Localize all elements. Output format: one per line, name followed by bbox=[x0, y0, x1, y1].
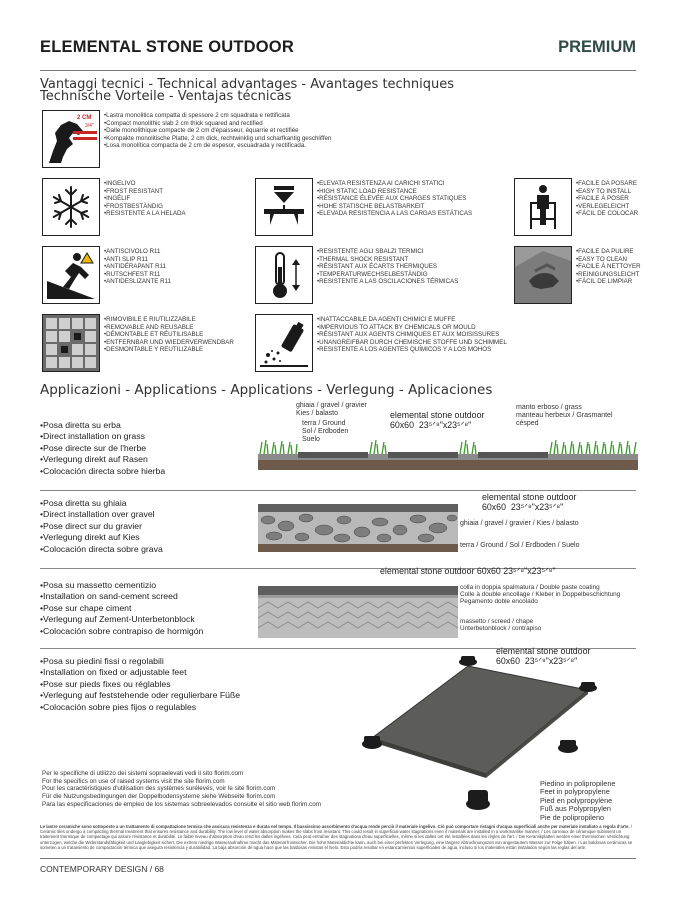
list-item: • Compact monolithic slab 2 cm thick squared and rectified bbox=[104, 120, 404, 128]
grass-list bbox=[40, 420, 250, 477]
list-item: • Colocación sobre contrapiso de hormigón bbox=[40, 626, 260, 637]
screed-product-label: elemental stone outdoor 60x60 23⁵ᐟ⁸"x23⁵ᐟ⁸" bbox=[380, 566, 556, 576]
clean-list bbox=[576, 248, 676, 286]
slip-person-icon bbox=[42, 246, 100, 304]
list-item: • INGÉLIF bbox=[104, 195, 244, 203]
list-item: • ANTI SLIP R11 bbox=[104, 256, 244, 264]
list-item: • Kompakte monolitische Platte, 2 cm dick, rechtwinklig und scharfkantig geschliffen bbox=[104, 135, 404, 143]
list-item: • Verlegung direkt auf Rasen bbox=[40, 454, 250, 465]
list-item: • RÉSISTANT AUX AGENTS CHIMIQUES ET AUX MOISISSURES bbox=[317, 331, 517, 339]
list-item: • Direct installation over gravel bbox=[40, 509, 250, 520]
slab-frac-label: 3/4" bbox=[85, 123, 94, 129]
applications-title: Applicazioni - Applications - Applications - Verlegung - Aplicaciones bbox=[40, 382, 493, 398]
list-item: • TEMPERATURWECHSELBESTÄNDIG bbox=[317, 271, 507, 279]
list-item: • HOHE STATISCHE BELASTBARKEIT bbox=[317, 203, 507, 211]
slab-list bbox=[104, 112, 404, 150]
list-item: • FÁCIL DE LIMPIAR bbox=[576, 278, 676, 286]
list-item: • RIMOVIBILE E RIUTILIZZABILE bbox=[104, 316, 254, 324]
list-item: • Pose directe sur de l'herbe bbox=[40, 443, 250, 454]
page-title: ELEMENTAL STONE OUTDOOR bbox=[40, 38, 294, 56]
chemical-spray-icon bbox=[255, 314, 313, 372]
footer-divider bbox=[40, 858, 636, 859]
list-item: • RESISTENTE A LOS AGENTES QUÍMICOS Y A LOS MOHOS bbox=[317, 346, 517, 354]
grass-diagram bbox=[258, 436, 638, 472]
gravel-label: ghiaia / gravel / gravier Kies / balasto bbox=[296, 402, 367, 417]
thermal-list bbox=[317, 248, 507, 286]
list-item: • FACILE DA PULIRE bbox=[576, 248, 676, 256]
list-item: • ELEVADA RESISTENCIA A LAS CARGAS ESTÁTICAS bbox=[317, 210, 507, 218]
list-item: • REINIGUNGSLEICHT bbox=[576, 271, 676, 279]
thermometer-icon bbox=[255, 246, 313, 304]
screed-diagram bbox=[258, 586, 458, 638]
header-divider bbox=[40, 70, 636, 71]
list-item: • VERLEGELEICHT bbox=[576, 203, 676, 211]
list-item: • Dalle monolithique compacte de 2 cm d'épaisseur, équarrie et rectifiée bbox=[104, 127, 404, 135]
turf-label: manto erboso / grass manteau herbeux / Grasmantel césped bbox=[516, 404, 613, 427]
soil-label: terra / Ground Sol / Erdboden Suelo bbox=[302, 420, 349, 443]
list-item: • FACILE DA POSARE bbox=[576, 180, 676, 188]
raised-notes: Per le specifiche di utilizzo dei sistemi sopraelevati vedi il sito florim.com For the specifics on use of raised systems visit the site florim.com Pour les caractéristiques d'utilisation des systèmes surélevés, voir le site florim.com Für die Nutzungsbedingungen der Doppelbodensysteme siehe Webseite florim.com Para las especificaciones de empleo de los sistemas sobreelevados consulte el sitio web florim.com bbox=[42, 770, 321, 808]
grass-product-label: elemental stone outdoor 60x60 23⁵ᐟ⁸"x23⁵ᐟ⁸" bbox=[390, 410, 485, 430]
list-item: • FÁCIL DE COLOCAR bbox=[576, 210, 676, 218]
list-item: • Colocación sobre pies fijos o regulables bbox=[40, 702, 270, 713]
screed-list bbox=[40, 580, 260, 637]
removable-tiles-icon bbox=[42, 314, 100, 372]
list-item: • FROSTBESTÄNDIG bbox=[104, 203, 244, 211]
list-item: • Posa diretta su erba bbox=[40, 420, 250, 431]
list-item: • UNANGREIFBAR DURCH CHEMISCHE STOFFE UND SCHIMMEL bbox=[317, 339, 517, 347]
load-list bbox=[317, 180, 507, 218]
list-item: • Posa su massetto cementizio bbox=[40, 580, 260, 591]
reuse-list bbox=[104, 316, 254, 354]
slab-size-label: 2 CM bbox=[77, 115, 92, 121]
list-item: • RÉSISTANCE ÉLEVÉE AUX CHARGES STATIQUES bbox=[317, 195, 507, 203]
list-item: • RESISTENTE A LA HELADA bbox=[104, 210, 244, 218]
frost-list bbox=[104, 180, 244, 218]
snowflake-icon bbox=[42, 178, 100, 236]
list-item: • Verlegung auf Zement-Unterbetonblock bbox=[40, 614, 260, 625]
list-item: • DÉMONTABLE ET RÉUTILISABLE bbox=[104, 331, 254, 339]
gravel-layer-label: ghiaia / gravel / gravier / Kies / balasto bbox=[460, 520, 579, 527]
list-item: • ELEVATA RESISTENZA AI CARICHI STATICI bbox=[317, 180, 507, 188]
list-item: • REMOVABLE AND REUSABLE bbox=[104, 324, 254, 332]
load-icon bbox=[255, 178, 313, 236]
slip-list bbox=[104, 248, 244, 286]
screed-label: massetto / screed / chape Unterbetonblock / contrapiso bbox=[460, 618, 542, 633]
list-item: • EASY TO CLEAN bbox=[576, 256, 676, 264]
list-item: • INGELIVO bbox=[104, 180, 244, 188]
technical-footnote: Le lastre ceramiche sono sottoposte a un trattamento di compattazione termica che assicura resistenza e durata nel tempo. Il bassissimo assorbimento d'acqua rende perciò il materiale ingelivo. Ciò può comportare ristagni d'acqua superficiali anche per materiale installato a regola d'arte. / Ceramic tiles undergo a compacting thermal treatment that ensures resistance and durability. The low level of water absorption makes the slabs frost resistant. This could result in superficial water stagnations even if materials are installed in a workmanlike manner. / Les carreaux de céramique subissent un traitement thermique de compactage qui assure résistance et durabilité. Le faible niveau d'absorption d'eau rend les dalles ingélives. Cela peut entraîner des stagnations d'eau superficielles, même si les dalles ont été installées dans les règles de l'art. / Die Keramikplatten werden einer thermischen Verdichtung unterzogen, welche die Widerstandsfähigkeit und Langlebigkeit sichert. Die extrem niedrige Wasseraufnahme macht das Material frostsicher. Die hohe Materialdichte kann, auch bei einer perfekten Verlegung, eine längere Abtrocknungszeit von angestautem Wasser zur Folge haben. / Las baldosas cerámicas se someten a un tratamiento de compactación térmica que asegura resistencia y durabilidad. La baja absorción de agua hace que las baldosas resistan el hielo. Esto podría resultar en estancamientos superficiales de agua, incluso si los materiales están instalados según las reglas del arte. bbox=[40, 824, 633, 850]
list-item: • FACILE À POSER bbox=[576, 195, 676, 203]
divider bbox=[40, 490, 636, 491]
gravel-diagram bbox=[258, 504, 458, 552]
list-item: • ANTIDESLIZANTE R11 bbox=[104, 278, 244, 286]
list-item: • IMPERVIOUS TO ATTACK BY CHEMICALS OR MOULD bbox=[317, 324, 517, 332]
list-item: • DESMONTABLE Y REUTILIZABLE bbox=[104, 346, 254, 354]
list-item: • Installation on fixed or adjustable feet bbox=[40, 667, 270, 678]
list-item: • Colocación directa sobre grava bbox=[40, 544, 250, 555]
premium-badge: PREMIUM bbox=[558, 38, 636, 56]
list-item: • RÉSISTANT AUX ÉCARTS THERMIQUES bbox=[317, 263, 507, 271]
list-item: • INATTACCABILE DA AGENTI CHIMICI E MUFFE bbox=[317, 316, 517, 324]
list-item: • Installation on sand-cement screed bbox=[40, 591, 260, 602]
gravel-list bbox=[40, 498, 250, 555]
list-item: • Verlegung auf feststehende oder regulierbare Füße bbox=[40, 690, 270, 701]
list-item: • FROST RESISTANT bbox=[104, 188, 244, 196]
list-item: • ENTFERNBAR UND WIEDERVERWENDBAR bbox=[104, 339, 254, 347]
tech-title-line1: Vantaggi tecnici - Technical advantages - Avantages techniques bbox=[40, 77, 455, 92]
slab-thickness-icon bbox=[42, 110, 100, 168]
page-footer: CONTEMPORARY DESIGN / 68 bbox=[40, 864, 164, 874]
list-item: • Verlegung direkt auf Kies bbox=[40, 532, 250, 543]
feet-label: Piedino in polipropilene Feet in polypropylene Pied en polypropylène Fuß aus Polypropylen Pie de polipropileno bbox=[540, 779, 616, 822]
list-item: • Posa su piedini fissi o regolabili bbox=[40, 656, 270, 667]
list-item: • RESISTENTE A LAS OSCILACIONES TÉRMICAS bbox=[317, 278, 507, 286]
list-item: • Losa monolítica compacta de 2 cm de espesor, escuadrada y rectificada. bbox=[104, 142, 404, 150]
install-person-icon bbox=[514, 178, 572, 236]
gravel-product-label: elemental stone outdoor 60x60 23⁵ᐟ⁸"x23⁵ᐟ⁸" bbox=[482, 492, 577, 512]
list-item: • RESISTENTE AGLI SBALZI TERMICI bbox=[317, 248, 507, 256]
feet-list bbox=[40, 656, 270, 713]
list-item: • THERMAL SHOCK RESISTANT bbox=[317, 256, 507, 264]
list-item: • RUTSCHFEST R11 bbox=[104, 271, 244, 279]
list-item: • ANTIDÉRAPANT R11 bbox=[104, 263, 244, 271]
soil-layer-label: terra / Ground / Sol / Erdboden / Suelo bbox=[460, 542, 580, 549]
list-item: • ANTISCIVOLO R11 bbox=[104, 248, 244, 256]
list-item: • Direct installation on grass bbox=[40, 431, 250, 442]
cleaning-hand-icon bbox=[514, 246, 572, 304]
list-item: • Pose direct sur du gravier bbox=[40, 521, 250, 532]
glue-label: colla in doppia spalmatura / Double paste coating Colle à double encollage / Kleber in Doppelbeschichtung Pegamento doble encolado bbox=[460, 584, 621, 606]
list-item: • FACILE À NETTOYER bbox=[576, 263, 676, 271]
tech-title-line2: Technische Vorteile - Ventajas técnicas bbox=[40, 89, 292, 104]
feet-product-label: elemental stone outdoor 60x60 23⁵ᐟ⁸"x23⁵ᐟ⁸" bbox=[496, 646, 591, 666]
list-item: • HIGH STATIC LOAD RESISTANCE bbox=[317, 188, 507, 196]
chem-list bbox=[317, 316, 517, 354]
list-item: • Pose sur pieds fixes ou réglables bbox=[40, 679, 270, 690]
list-item: • EASY TO INSTALL bbox=[576, 188, 676, 196]
install-list bbox=[576, 180, 676, 218]
list-item: • Posa diretta su ghiaia bbox=[40, 498, 250, 509]
list-item: • Colocación directa sobre hierba bbox=[40, 466, 250, 477]
list-item: • Pose sur chape ciment bbox=[40, 603, 260, 614]
list-item: • Lastra monolitica compatta di spessore 2 cm squadrata e rettificata bbox=[104, 112, 404, 120]
